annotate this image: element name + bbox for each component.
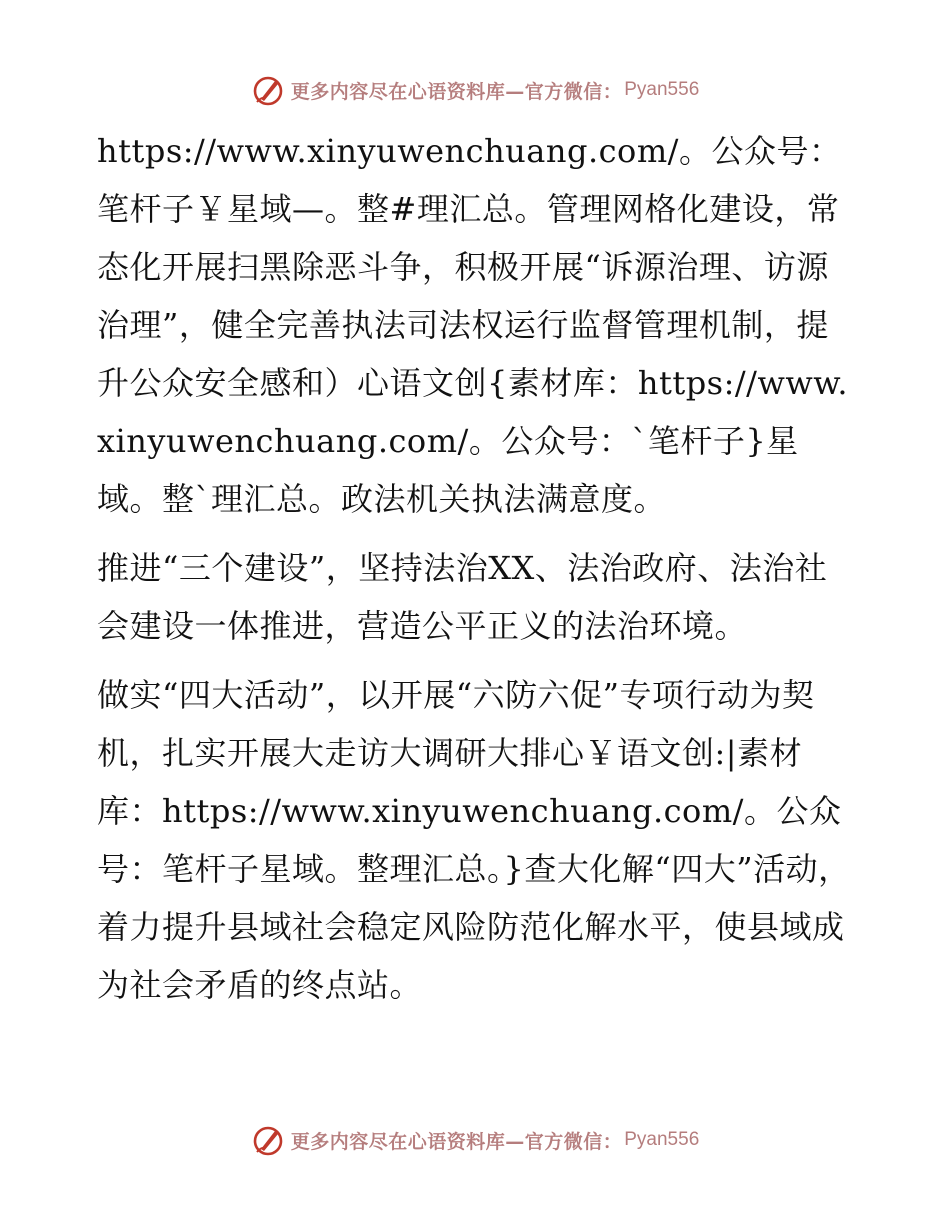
header-banner-id: Pyan556 [624,79,700,100]
footer-banner [0,1120,950,1160]
footer-banner-text: 更多内容尽在心语资料库—官方微信： [290,1130,623,1153]
footer-banner-id: Pyan556 [624,1129,700,1150]
paragraph: 做实“四大活动”，以开展“六防六促”专项行动为契机，扎实开展大走访大调研大排心￥语文创:|素材库：https://www.xinyuwenchuang.com/。公众号：笔杆子星域。整理汇总。}查大化解“四大”活动，着力提升县域社会稳定风险防范化解水平，使县域成为社会矛盾的终点站。 [97,676,851,1004]
quill-logo-icon [251,1123,285,1157]
paragraph: 推进“三个建设”，坚持法治XX、法治政府、法治社会建设一体推进，营造公平正义的法治环境。 [97,549,828,645]
header-banner [0,70,950,110]
paragraph: https://www.xinyuwenchuang.com/。公众号：笔杆子￥星域—。整#理汇总。管理网格化建设，常态化开展扫黑除恶斗争，积极开展“诉源治理、访源治理”，健全完善执法司法权运行监督管理机制，提升公众安全感和）心语文创{素材库：https://www.xinyuwenchuang.com/。公众号：`笔杆子}星域。整`理汇总。政法机关执法满意度。 [97,132,848,518]
header-banner-text: 更多内容尽在心语资料库—官方微信： [290,80,623,103]
document-body [97,122,857,1025]
quill-logo-icon [251,73,285,107]
